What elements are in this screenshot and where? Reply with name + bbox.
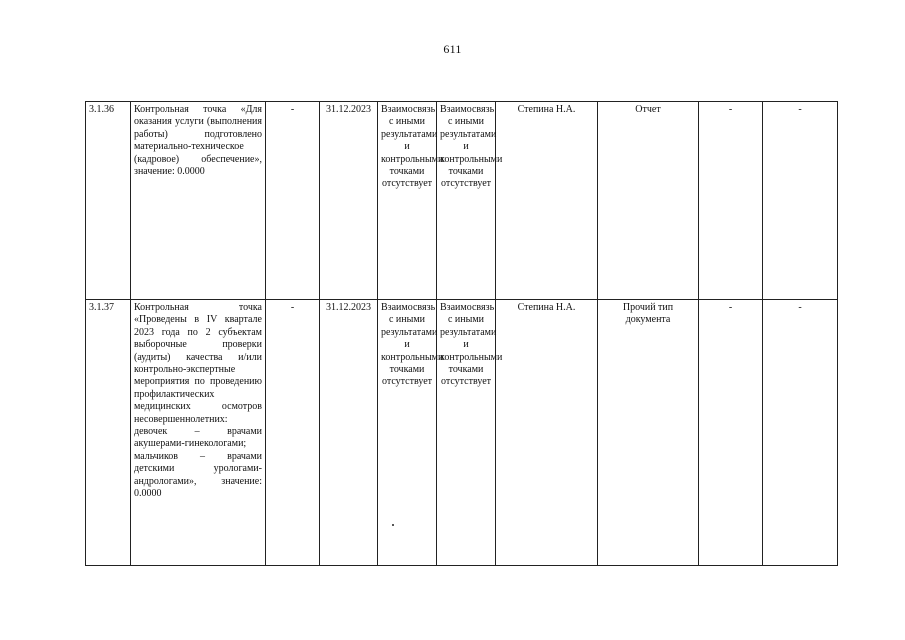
row-start-date: -: [266, 300, 320, 566]
row-relation-1: Взаимосвязь с иными результатами и контрольными точками отсутствует: [378, 300, 437, 566]
row-start-date: -: [266, 102, 320, 300]
row-extra-2: -: [763, 300, 838, 566]
row-end-date: 31.12.2023: [320, 300, 378, 566]
row-document-type: Прочий тип документа: [598, 300, 699, 566]
row-description: Контрольная точка «Для оказания услуги (выполнения работы) подготовлено материально-техническое (кадровое) обеспечение», значение: 0.0000: [131, 102, 266, 300]
row-end-date: 31.12.2023: [320, 102, 378, 300]
row-number: 3.1.36: [86, 102, 131, 300]
row-responsible: Степина Н.А.: [496, 300, 598, 566]
row-relation-2: Взаимосвязь с иными результатами и контрольными точками отсутствует: [437, 300, 496, 566]
row-extra-1: -: [699, 300, 763, 566]
row-extra-1: -: [699, 102, 763, 300]
row-responsible: Степина Н.А.: [496, 102, 598, 300]
row-number: 3.1.37: [86, 300, 131, 566]
table-row: [86, 102, 838, 300]
page-number: 611: [443, 42, 462, 56]
scan-speck: [392, 524, 394, 526]
control-points-table: [85, 101, 838, 566]
table-row: [86, 300, 838, 566]
row-extra-2: -: [763, 102, 838, 300]
row-relation-1: Взаимосвязь с иными результатами и контрольными точками отсутствует: [378, 102, 437, 300]
row-relation-2: Взаимосвязь с иными результатами и контрольными точками отсутствует: [437, 102, 496, 300]
row-description: Контрольная точка «Проведены в IV квартале 2023 года по 2 субъектам выборочные проверки (аудиты) качества и/или контрольно-экспертные мероприятия по проведению профилактических медицинских осмотров несовершеннолетних: девочек – врачами акушерами-гинекологами; мальчиков – врачами детскими урологами-андрологами», значение: 0.0000: [131, 300, 266, 566]
row-document-type: Отчет: [598, 102, 699, 300]
